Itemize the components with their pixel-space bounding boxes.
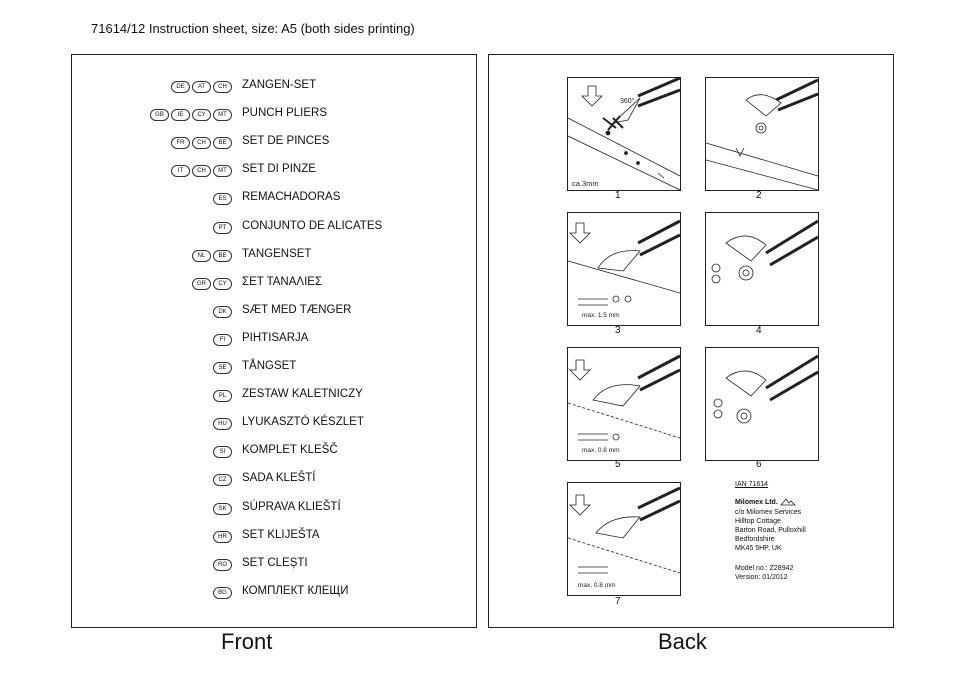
ian-number: IAN 71614	[735, 481, 769, 488]
language-row	[72, 276, 476, 296]
product-name: SÚPRAVA KLIEŠTÍ	[242, 500, 341, 513]
address-line: Hilltop Cottage	[735, 518, 781, 525]
language-row	[72, 191, 476, 211]
figure-7	[567, 482, 681, 596]
country-code-badge: HR	[213, 531, 232, 543]
figure-number: 1	[615, 190, 621, 201]
product-name: PUNCH PLIERS	[242, 107, 327, 120]
figure-number: 3	[615, 325, 621, 336]
product-name: TANGENSET	[242, 247, 312, 260]
country-code-badge: MT	[213, 165, 232, 177]
country-code-badge: MT	[213, 109, 232, 121]
product-name: KOMPLET KLEŠČ	[242, 444, 338, 457]
country-badges	[213, 418, 232, 430]
country-code-badge: SE	[213, 362, 232, 374]
language-row	[72, 416, 476, 436]
figure-number: 7	[615, 596, 621, 607]
sheet-header: 71614/12 Instruction sheet, size: A5 (both sides printing)	[91, 21, 415, 36]
country-badges	[171, 81, 232, 93]
country-code-badge: AT	[192, 81, 211, 93]
fig1-caption: ca.3mm	[572, 179, 599, 188]
figure-3	[567, 212, 681, 326]
figure-number: 2	[756, 190, 762, 201]
country-badges	[213, 474, 232, 486]
figure-number: 5	[615, 459, 621, 470]
country-code-badge: CZ	[213, 474, 232, 486]
language-row	[72, 135, 476, 155]
angle-label: 360°	[620, 98, 635, 105]
language-row	[72, 501, 476, 521]
country-code-badge: BE	[213, 137, 232, 149]
country-code-badge: CY	[213, 278, 232, 290]
language-row	[72, 529, 476, 549]
country-code-badge: FR	[171, 137, 190, 149]
country-badges	[192, 250, 232, 262]
country-code-badge: CH	[213, 81, 232, 93]
country-badges	[213, 334, 232, 346]
country-code-badge: SI	[213, 446, 232, 458]
figure-2	[705, 77, 819, 191]
country-badges	[213, 559, 232, 571]
language-row	[72, 107, 476, 127]
language-row	[72, 248, 476, 268]
language-row	[72, 79, 476, 99]
address-line: MK45 5HP, UK	[735, 545, 782, 552]
language-row	[72, 585, 476, 605]
fig7-caption: max. 0.8 mm	[578, 582, 616, 589]
language-row	[72, 163, 476, 183]
country-code-badge: ES	[213, 193, 232, 205]
product-name: TÅNGSET	[242, 360, 297, 372]
country-code-badge: RO	[213, 559, 232, 571]
country-code-badge: CY	[192, 109, 211, 121]
figure-5	[567, 347, 681, 461]
product-name: SÆT MED TÆNGER	[242, 303, 352, 316]
country-code-badge: CH	[192, 165, 211, 177]
country-badges	[171, 165, 232, 177]
language-row	[72, 388, 476, 408]
country-code-badge: IT	[171, 165, 190, 177]
country-badges	[213, 222, 232, 234]
company-name-text: Milomex Ltd.	[735, 499, 778, 506]
figure-4	[705, 212, 819, 326]
country-code-badge: HU	[213, 418, 232, 430]
product-name: SET KLIJEŠTA	[242, 528, 320, 541]
language-row	[72, 444, 476, 464]
country-code-badge: GB	[150, 109, 169, 121]
country-code-badge: NL	[192, 250, 211, 262]
figure-number: 6	[756, 459, 762, 470]
country-badges	[213, 531, 232, 543]
product-name: ZESTAW KALETNICZY	[242, 388, 363, 401]
product-name: SET CLEȘTI	[242, 556, 308, 569]
product-name: SADA KLEŠTÍ	[242, 472, 316, 485]
language-row	[72, 220, 476, 240]
country-badges	[192, 278, 232, 290]
address-line: Barton Road, Pulloxhill	[735, 527, 806, 534]
country-code-badge: BG	[213, 587, 232, 599]
country-code-badge: BE	[213, 250, 232, 262]
country-code-badge: PL	[213, 390, 232, 402]
product-name: CONJUNTO DE ALICATES	[242, 219, 383, 232]
country-badges	[213, 306, 232, 318]
product-name: REMACHADORAS	[242, 191, 341, 204]
language-row	[72, 360, 476, 380]
language-row	[72, 472, 476, 492]
product-name: ΣΕΤ ΤΑΝΑΛΙΕΣ	[242, 275, 323, 288]
front-panel	[71, 54, 477, 628]
product-name: LYUKASZTÓ KÉSZLET	[242, 416, 364, 429]
country-code-badge: DK	[213, 306, 232, 318]
figure-number: 4	[756, 325, 762, 336]
fig5-caption: max. 0.8 mm	[582, 447, 620, 454]
country-code-badge: DE	[171, 81, 190, 93]
front-label: Front	[221, 629, 273, 654]
country-code-badge: CH	[192, 137, 211, 149]
product-name: КОМПЛЕКТ КЛЕЩИ	[242, 584, 349, 597]
language-row	[72, 557, 476, 577]
country-badges	[213, 446, 232, 458]
company-name	[735, 498, 796, 507]
country-code-badge: IE	[171, 109, 190, 121]
back-label: Back	[658, 629, 707, 654]
product-name: SET DI PINZE	[242, 163, 316, 176]
country-code-badge: FI	[213, 334, 232, 346]
language-row	[72, 332, 476, 352]
country-badges	[213, 362, 232, 374]
country-badges	[213, 193, 232, 205]
country-badges	[213, 503, 232, 515]
address-line: Bedfordshire	[735, 536, 775, 543]
fig3-caption: max. 1.5 mm	[582, 312, 620, 319]
figure-1	[567, 77, 681, 191]
product-name: SET DE PINCES	[242, 135, 330, 148]
country-code-badge: PT	[213, 222, 232, 234]
address-line: c/o Milomex Services	[735, 509, 802, 516]
country-badges	[213, 587, 232, 599]
figure-6	[705, 347, 819, 461]
model-number: Model no.: Z28942	[735, 565, 794, 572]
logo-icon	[780, 498, 796, 506]
country-code-badge: SK	[213, 503, 232, 515]
country-badges	[171, 137, 232, 149]
country-code-badge: GR	[192, 278, 211, 290]
country-badges	[213, 390, 232, 402]
version-number: Version: 01/2012	[735, 574, 788, 581]
product-name: ZANGEN-SET	[242, 79, 317, 91]
back-panel	[488, 54, 894, 628]
product-name: PIHTISARJA	[242, 331, 309, 344]
language-row	[72, 304, 476, 324]
country-badges	[150, 109, 232, 121]
